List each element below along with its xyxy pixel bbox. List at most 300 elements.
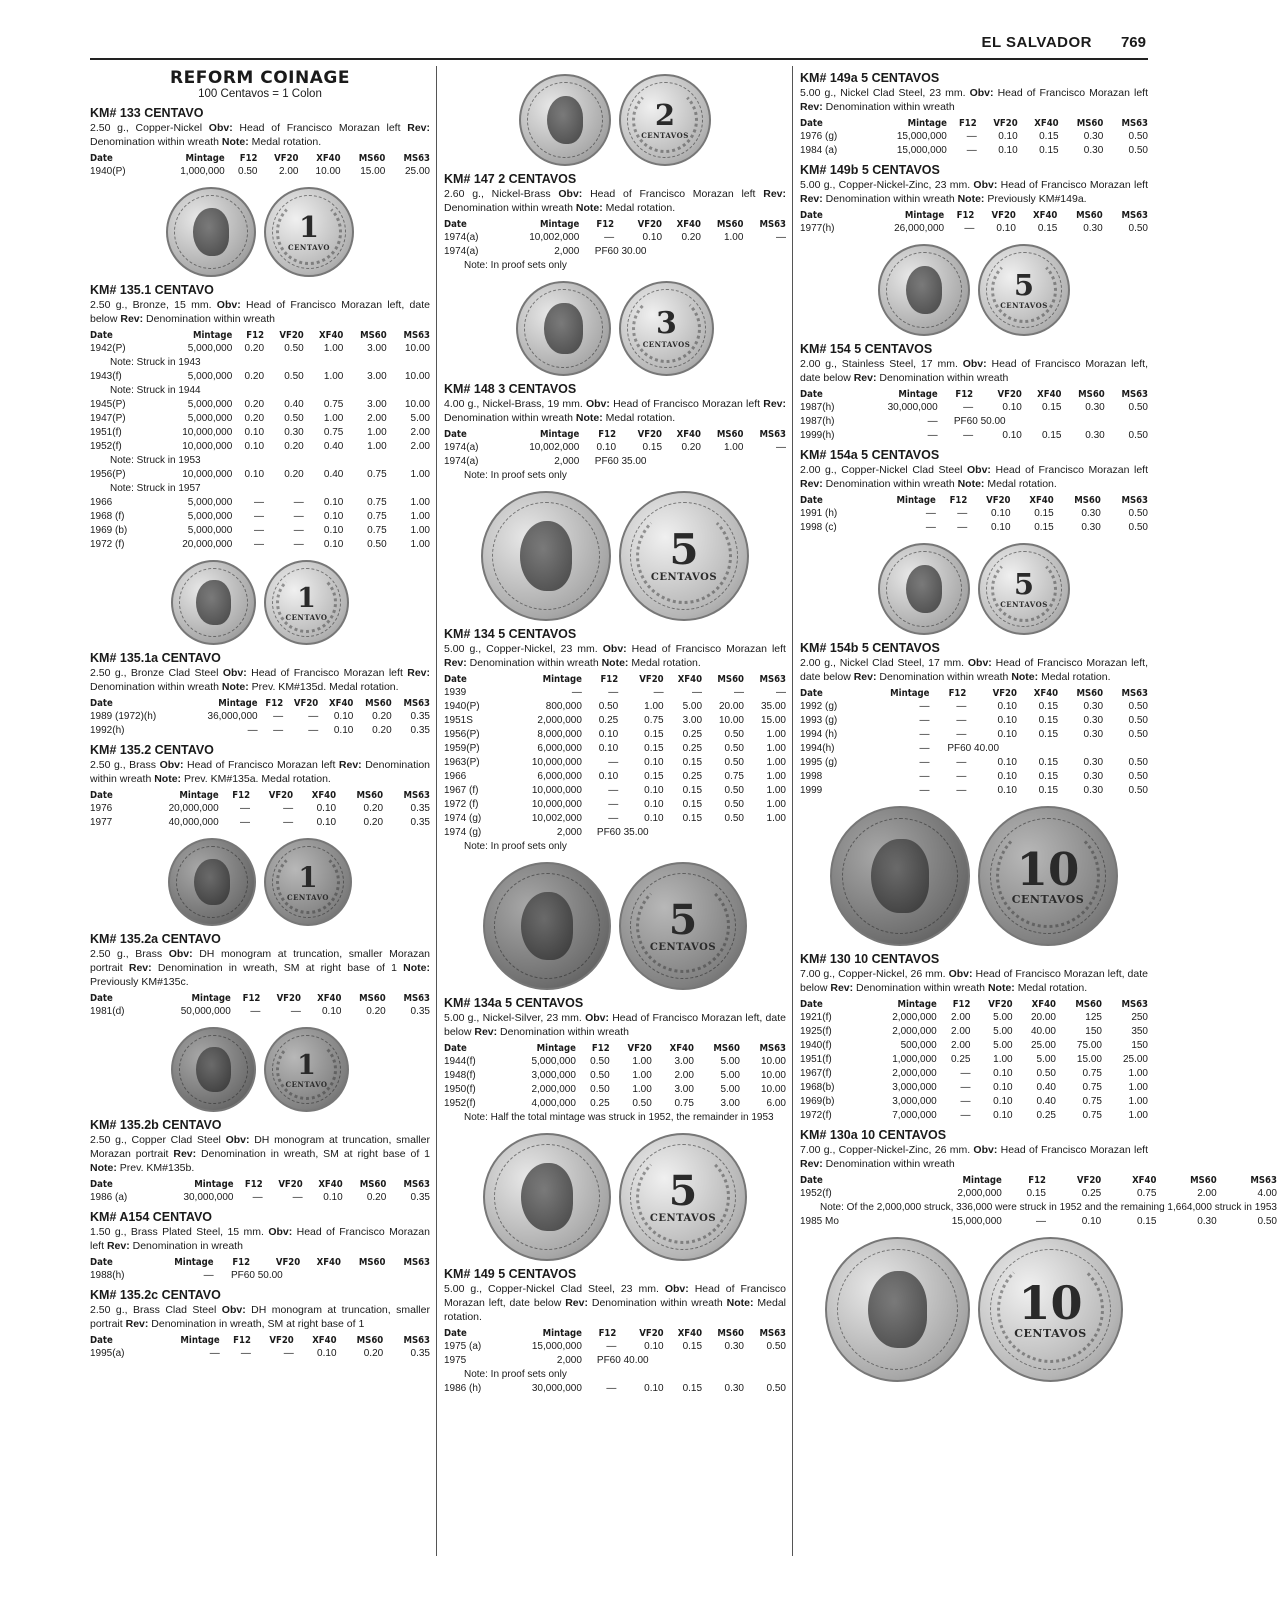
- table-cell: —: [919, 729, 930, 740]
- table-row: [800, 1081, 1148, 1095]
- column-header: XF40: [316, 1257, 341, 1268]
- description-label: Rev:: [407, 667, 431, 679]
- column-header: F12: [591, 1043, 610, 1054]
- table-cell: 0.10: [644, 813, 664, 824]
- table-cell: 20.00: [1030, 1012, 1056, 1023]
- table-cell: 3.00: [367, 399, 387, 410]
- column-header: VF20: [991, 210, 1016, 221]
- table-cell: —: [209, 1348, 220, 1359]
- column-header: Date: [90, 1257, 113, 1268]
- table-cell: —: [692, 687, 703, 698]
- denomination-label: CENTAVOS: [641, 131, 689, 140]
- table-cell: 0.30: [1083, 701, 1104, 712]
- table-row: [800, 1215, 1277, 1229]
- column-header: Mintage: [962, 1175, 1002, 1186]
- table-cell: 0.10: [997, 729, 1017, 740]
- header-row: [90, 698, 430, 710]
- mintage-table-body: [90, 710, 430, 738]
- column-header: Mintage: [890, 688, 930, 699]
- table-row: [90, 398, 430, 412]
- column-header: Mintage: [898, 389, 938, 400]
- column-header: XF40: [669, 1043, 694, 1054]
- column-header: F12: [955, 389, 974, 400]
- table-cell: 10.00: [404, 343, 430, 354]
- description-label: Note:: [987, 982, 1015, 994]
- table-cell: 1.00: [410, 539, 430, 550]
- column-header: MS63: [403, 1335, 430, 1346]
- catalog-number: KM# 135.1 CENTAVO: [90, 283, 214, 297]
- catalog-entry: [90, 283, 430, 552]
- table-cell: 1984 (a): [800, 145, 838, 156]
- table-cell: 0.15: [1034, 508, 1054, 519]
- table-cell: 150: [1085, 1026, 1102, 1037]
- table-cell: 2.00: [674, 1070, 694, 1081]
- table-cell: 2,000,000: [892, 1026, 937, 1037]
- column-header: Mintage: [542, 1328, 582, 1339]
- entry-description: 5.00 g., Copper-Nickel-Zinc, 23 mm. Obv: Head of Francisco Morazan left Rev: Denomination within wreath Note: Previously KM#149a.: [800, 179, 1148, 205]
- header-row: [800, 688, 1148, 700]
- mintage-table-header: [90, 993, 430, 1005]
- description-label: Rev:: [853, 372, 877, 384]
- table-row: [800, 1109, 1148, 1123]
- table-cell: 15.00: [1076, 1054, 1102, 1065]
- table-row: [90, 384, 430, 398]
- denomination-label: CENTAVO: [285, 612, 328, 622]
- table-cell: 0.75: [367, 497, 387, 508]
- column-header: VF20: [986, 495, 1011, 506]
- table-cell: 350: [1131, 1026, 1148, 1037]
- description-label: Rev:: [800, 193, 823, 205]
- entry-description: 7.00 g., Copper-Nickel, 26 mm. Obv: Head of Francisco Morazan left, date below Rev: Denomination within wreath Note: Medal rotation.: [800, 968, 1148, 994]
- column-header: VF20: [278, 1179, 303, 1190]
- table-row: [800, 1011, 1148, 1025]
- table-cell: 1977: [90, 817, 113, 828]
- column-header: Date: [90, 1179, 113, 1190]
- table-cell: [1058, 742, 1103, 756]
- column-header: F12: [265, 698, 284, 709]
- description-label: Rev:: [106, 1240, 130, 1252]
- catalog-number: KM# 154a 5 CENTAVOS: [800, 448, 940, 462]
- table-row: [800, 130, 1148, 144]
- column-2: [444, 66, 786, 1396]
- table-cell: [664, 1354, 702, 1368]
- header-row: [444, 1328, 786, 1340]
- table-cell: 10,002,000: [529, 442, 580, 453]
- table-cell: 1.00: [367, 441, 387, 452]
- table-cell: [743, 455, 786, 469]
- table-cell: 0.10: [244, 469, 265, 480]
- table-row: [444, 1340, 786, 1354]
- row-note: Note: Of the 2,000,000 struck, 336,000 were struck in 1952 and the remaining 1,664,000 struck in 1953: [820, 1202, 1277, 1213]
- table-cell: 0.40: [1036, 1082, 1056, 1093]
- description-label: Note:: [957, 193, 985, 205]
- denomination-value: 1: [298, 210, 320, 244]
- table-row: [444, 1354, 786, 1368]
- table-cell: 125: [1085, 1012, 1102, 1023]
- table-cell: 15.00: [760, 715, 786, 726]
- description-label: Rev:: [125, 1318, 149, 1330]
- description-label: Rev:: [800, 101, 823, 113]
- table-cell: 0.50: [1128, 522, 1148, 533]
- table-row: [800, 415, 1148, 429]
- table-cell: 1.00: [410, 469, 430, 480]
- table-cell: 10,000,000: [531, 799, 582, 810]
- description-label: Rev:: [474, 1026, 498, 1038]
- table-cell: 0.50: [766, 1341, 786, 1352]
- table-cell: 2,000,000: [537, 715, 582, 726]
- table-cell: 0.15: [682, 799, 703, 810]
- table-row: [444, 231, 786, 245]
- table-cell: 5,000,000: [187, 413, 233, 424]
- header-row: [800, 389, 1148, 401]
- table-cell: 1989 (1972)(h): [90, 711, 157, 722]
- table-row: [444, 714, 786, 728]
- column-header: MS60: [1076, 210, 1103, 221]
- table-cell: 5.00: [993, 1040, 1013, 1051]
- table-cell: 0.10: [598, 729, 619, 740]
- table-cell: —: [283, 1348, 294, 1359]
- table-row: [444, 259, 786, 273]
- table-cell: 0.15: [1037, 223, 1058, 234]
- mintage-table-header: [444, 429, 786, 441]
- description-label: Rev:: [407, 122, 430, 134]
- coin-obverse-image: [171, 560, 256, 645]
- column-header: MS63: [403, 993, 430, 1004]
- catalog-entry: [90, 1210, 430, 1283]
- table-cell: 0.25: [682, 729, 703, 740]
- table-cell: 0.75: [367, 469, 387, 480]
- table-cell: —: [925, 522, 936, 533]
- table-row: [800, 429, 1148, 443]
- mintage-table: [444, 429, 786, 483]
- table-cell: PF60 30.00: [594, 246, 647, 257]
- denomination-value: 10: [1018, 1276, 1083, 1330]
- coin-reverse-image: [264, 1027, 349, 1112]
- table-cell: 0.15: [682, 1341, 703, 1352]
- table-row: [800, 742, 1148, 756]
- table-cell: 6.00: [766, 1098, 786, 1109]
- table-cell: —: [608, 757, 619, 768]
- table-cell: 0.15: [1038, 785, 1059, 796]
- mintage-table-header: [800, 118, 1148, 130]
- table-cell: —: [960, 1096, 971, 1107]
- table-cell: 0.50: [1036, 1068, 1056, 1079]
- column-header: Date: [90, 993, 113, 1004]
- catalog-number: KM# 135.2c CENTAVO: [90, 1288, 221, 1302]
- table-cell: 0.50: [1128, 402, 1148, 413]
- coin-images: [90, 187, 430, 277]
- description-label: Obv:: [159, 759, 184, 771]
- table-cell: 0.15: [1038, 729, 1059, 740]
- catalog-number: KM# 149a 5 CENTAVOS: [800, 71, 940, 85]
- table-cell: 0.50: [284, 413, 304, 424]
- catalog-number: KM# 135.2 CENTAVO: [90, 743, 214, 757]
- table-cell: 40.00: [1030, 1026, 1056, 1037]
- table-cell: 0.10: [323, 497, 344, 508]
- table-cell: 2,000: [554, 456, 580, 467]
- table-cell: 1.00: [1128, 1082, 1148, 1093]
- table-cell: —: [608, 813, 619, 824]
- mintage-table: [444, 219, 786, 273]
- table-cell: 0.20: [681, 232, 701, 243]
- table-cell: 150: [1131, 1040, 1148, 1051]
- column-header: Mintage: [179, 790, 219, 801]
- description-label: Obv:: [973, 1144, 998, 1156]
- table-cell: 5.00: [720, 1056, 740, 1067]
- table-cell: 5.00: [993, 1026, 1013, 1037]
- table-row: [90, 524, 430, 538]
- description-label: Rev:: [763, 398, 786, 410]
- column-header: XF40: [677, 674, 703, 685]
- table-cell: 1975 (a): [444, 1341, 482, 1352]
- table-cell: 10,000,000: [182, 441, 233, 452]
- catalog-number: KM# 133 CENTAVO: [90, 106, 204, 120]
- description-label: Rev:: [853, 671, 877, 683]
- table-cell: 0.75: [367, 511, 387, 522]
- table-cell: 1999(h): [800, 430, 835, 441]
- table-cell: 2.00: [950, 1040, 971, 1051]
- table-cell: [702, 1354, 744, 1368]
- table-cell: 0.75: [1082, 1082, 1102, 1093]
- portrait-image: [906, 266, 943, 314]
- table-cell: 1951(f): [90, 427, 122, 438]
- coin-reverse-image: [978, 1237, 1123, 1382]
- table-row: [90, 426, 430, 440]
- table-cell: PF60 50.00: [953, 416, 1006, 427]
- column-header: Mintage: [907, 118, 947, 129]
- table-cell: —: [273, 711, 284, 722]
- mintage-table: [800, 495, 1148, 535]
- table-cell: 0.30: [1197, 1216, 1217, 1227]
- table-cell: [744, 1354, 786, 1368]
- table-cell: 0.50: [724, 743, 744, 754]
- column-header: VF20: [639, 674, 664, 685]
- table-cell: 15.00: [360, 166, 386, 177]
- column-header: MS63: [1121, 495, 1148, 506]
- table-cell: —: [927, 430, 938, 441]
- description-label: Obv:: [222, 667, 247, 679]
- table-cell: 1987(h): [800, 416, 835, 427]
- description-label: Obv:: [948, 968, 973, 980]
- table-row: [800, 401, 1148, 415]
- table-cell: 1974(a): [444, 456, 479, 467]
- table-cell: 0.10: [244, 427, 265, 438]
- table-row: [90, 1191, 430, 1205]
- column-header: MS63: [759, 429, 786, 440]
- table-cell: 50,000,000: [180, 1006, 231, 1017]
- mintage-table-body: [444, 1055, 786, 1125]
- portrait-image: [521, 1163, 573, 1231]
- description-label: Note:: [957, 478, 985, 490]
- column-header: VF20: [276, 993, 301, 1004]
- table-cell: —: [571, 687, 582, 698]
- table-cell: —: [608, 687, 619, 698]
- table-cell: —: [919, 757, 930, 768]
- coin-images: [90, 560, 430, 645]
- table-cell: 1.00: [323, 371, 344, 382]
- table-row: [90, 468, 430, 482]
- table-cell: 0.20: [363, 817, 384, 828]
- mintage-table-body: [90, 1005, 430, 1019]
- column-header: F12: [952, 999, 971, 1010]
- column-header: Date: [90, 1335, 113, 1346]
- table-cell: 15,000,000: [896, 145, 947, 156]
- table-cell: 0.15: [1038, 701, 1059, 712]
- catalog-entry: [444, 382, 786, 483]
- column-header: MS60: [1076, 688, 1104, 699]
- table-cell: 800,000: [545, 701, 582, 712]
- coin-images: [444, 74, 786, 166]
- table-cell: 0.20: [284, 469, 304, 480]
- description-label: Obv:: [602, 643, 627, 655]
- table-cell: 0.10: [1002, 402, 1022, 413]
- table-cell: 1972 (f): [444, 799, 479, 810]
- column-header: F12: [239, 153, 258, 164]
- table-cell: —: [608, 785, 619, 796]
- table-cell: [1061, 415, 1104, 429]
- table-cell: 0.75: [1082, 1068, 1102, 1079]
- coin-images: [800, 543, 1148, 635]
- column-header: F12: [600, 674, 619, 685]
- table-cell: 0.20: [372, 725, 392, 736]
- denomination-value: 1: [297, 1049, 316, 1081]
- description-label: Obv:: [973, 179, 998, 191]
- table-cell: 0.50: [367, 539, 387, 550]
- table-cell: 0.30: [1083, 223, 1103, 234]
- column-2-items: [444, 74, 786, 1396]
- entry-description: 5.00 g., Copper-Nickel Clad Steel, 23 mm. Obv: Head of Francisco Morazan left, date below Rev: Denomination within wreath Note: Medal rotation.: [444, 1283, 786, 1323]
- column-header: F12: [598, 429, 617, 440]
- table-cell: 3.00: [367, 371, 387, 382]
- table-cell: 0.50: [590, 1084, 610, 1095]
- column-header: MS63: [759, 1043, 786, 1054]
- table-cell: 2.00: [279, 166, 299, 177]
- table-cell: 1951(f): [800, 1054, 832, 1065]
- portrait-image: [196, 580, 230, 625]
- description-label: Note:: [601, 657, 629, 669]
- column-header: XF40: [1033, 210, 1058, 221]
- table-cell: 5,000,000: [187, 525, 233, 536]
- table-cell: —: [956, 729, 967, 740]
- table-row: [444, 1055, 786, 1069]
- table-cell: 0.20: [366, 1192, 387, 1203]
- table-cell: 30,000,000: [183, 1192, 234, 1203]
- table-cell: [701, 455, 744, 469]
- table-cell: 1.00: [723, 442, 744, 453]
- table-cell: 2.00: [950, 1012, 971, 1023]
- table-cell: —: [733, 687, 744, 698]
- denomination-label: CENTAVO: [285, 1079, 328, 1089]
- coin-reverse-image: [978, 543, 1070, 635]
- column-header: F12: [598, 1328, 617, 1339]
- column-header: XF40: [676, 219, 701, 230]
- table-row: [444, 728, 786, 742]
- table-cell: 1986 (h): [444, 1383, 482, 1394]
- column-header: XF40: [1037, 389, 1062, 400]
- table-row: [90, 816, 430, 830]
- table-row: [444, 245, 786, 259]
- column-1-items: [90, 106, 430, 1361]
- table-cell: 1943(f): [90, 371, 122, 382]
- mintage-table-body: [444, 686, 786, 854]
- table-cell: 0.25: [1081, 1188, 1102, 1199]
- column-header: MS63: [403, 698, 430, 709]
- table-cell: 30,000,000: [887, 402, 938, 413]
- table-row: [444, 1069, 786, 1083]
- column-header: MS63: [403, 153, 430, 164]
- table-cell: —: [776, 442, 786, 453]
- column-header: MS63: [1121, 688, 1148, 699]
- table-cell: 0.50: [1128, 508, 1148, 519]
- table-cell: 1.00: [993, 1054, 1013, 1065]
- column-header: XF40: [1132, 1175, 1157, 1186]
- row-note: Note: Struck in 1944: [110, 385, 201, 396]
- denomination-label: CENTAVO: [288, 243, 330, 252]
- coin-images: [444, 491, 786, 621]
- column-header: VF20: [988, 999, 1013, 1010]
- table-cell: 1992 (g): [800, 701, 838, 712]
- table-cell: 0.20: [244, 399, 265, 410]
- column-header: XF40: [1034, 118, 1059, 129]
- mintage-table: [444, 674, 786, 854]
- page-number: 769: [1120, 34, 1146, 51]
- table-cell: 4,000,000: [531, 1098, 576, 1109]
- table-cell: 8,000,000: [537, 729, 582, 740]
- table-cell: 1952(f): [444, 1098, 476, 1109]
- coin-obverse-image: [171, 1027, 256, 1112]
- table-cell: PF60 35.00: [596, 827, 649, 838]
- table-cell: 0.50: [1128, 729, 1148, 740]
- table-cell: 0.30: [1083, 785, 1104, 796]
- table-cell: —: [283, 817, 294, 828]
- table-cell: —: [956, 715, 967, 726]
- table-cell: 1969(b): [800, 1096, 835, 1107]
- table-cell: 10,000,000: [531, 785, 582, 796]
- catalog-entry: [800, 448, 1148, 535]
- table-cell: 0.35: [410, 725, 430, 736]
- mintage-table-body: [444, 231, 786, 273]
- wreath-image: [997, 1256, 1104, 1363]
- column-header: XF40: [317, 993, 342, 1004]
- description-label: Obv:: [221, 1304, 246, 1316]
- column-header: VF20: [627, 1043, 652, 1054]
- column-header: Mintage: [897, 999, 937, 1010]
- table-cell: 0.10: [317, 1348, 337, 1359]
- table-row: [90, 1347, 430, 1361]
- table-row: [444, 1097, 786, 1111]
- column-header: VF20: [992, 688, 1017, 699]
- table-cell: 2.00: [410, 441, 430, 452]
- column-header: XF40: [677, 1328, 703, 1339]
- table-cell: 0.10: [596, 442, 617, 453]
- row-note: Note: In proof sets only: [464, 260, 567, 271]
- denomination-label: CENTAVOS: [649, 1212, 717, 1224]
- table-cell: —: [1035, 1216, 1046, 1227]
- coin-reverse-image: [264, 560, 349, 645]
- coin-images: [800, 806, 1148, 946]
- coin-obverse-image: [483, 862, 611, 990]
- table-cell: 0.30: [1083, 131, 1104, 142]
- row-note: Note: In proof sets only: [464, 841, 567, 852]
- table-cell: 0.50: [598, 701, 619, 712]
- table-cell: 1,000,000: [892, 1054, 937, 1065]
- header-row: [90, 330, 430, 342]
- table-cell: 3,000,000: [531, 1070, 576, 1081]
- table-cell: 0.20: [681, 442, 701, 453]
- table-cell: 250: [1131, 1012, 1148, 1023]
- catalog-entry: [444, 1267, 786, 1396]
- table-cell: 0.10: [333, 711, 354, 722]
